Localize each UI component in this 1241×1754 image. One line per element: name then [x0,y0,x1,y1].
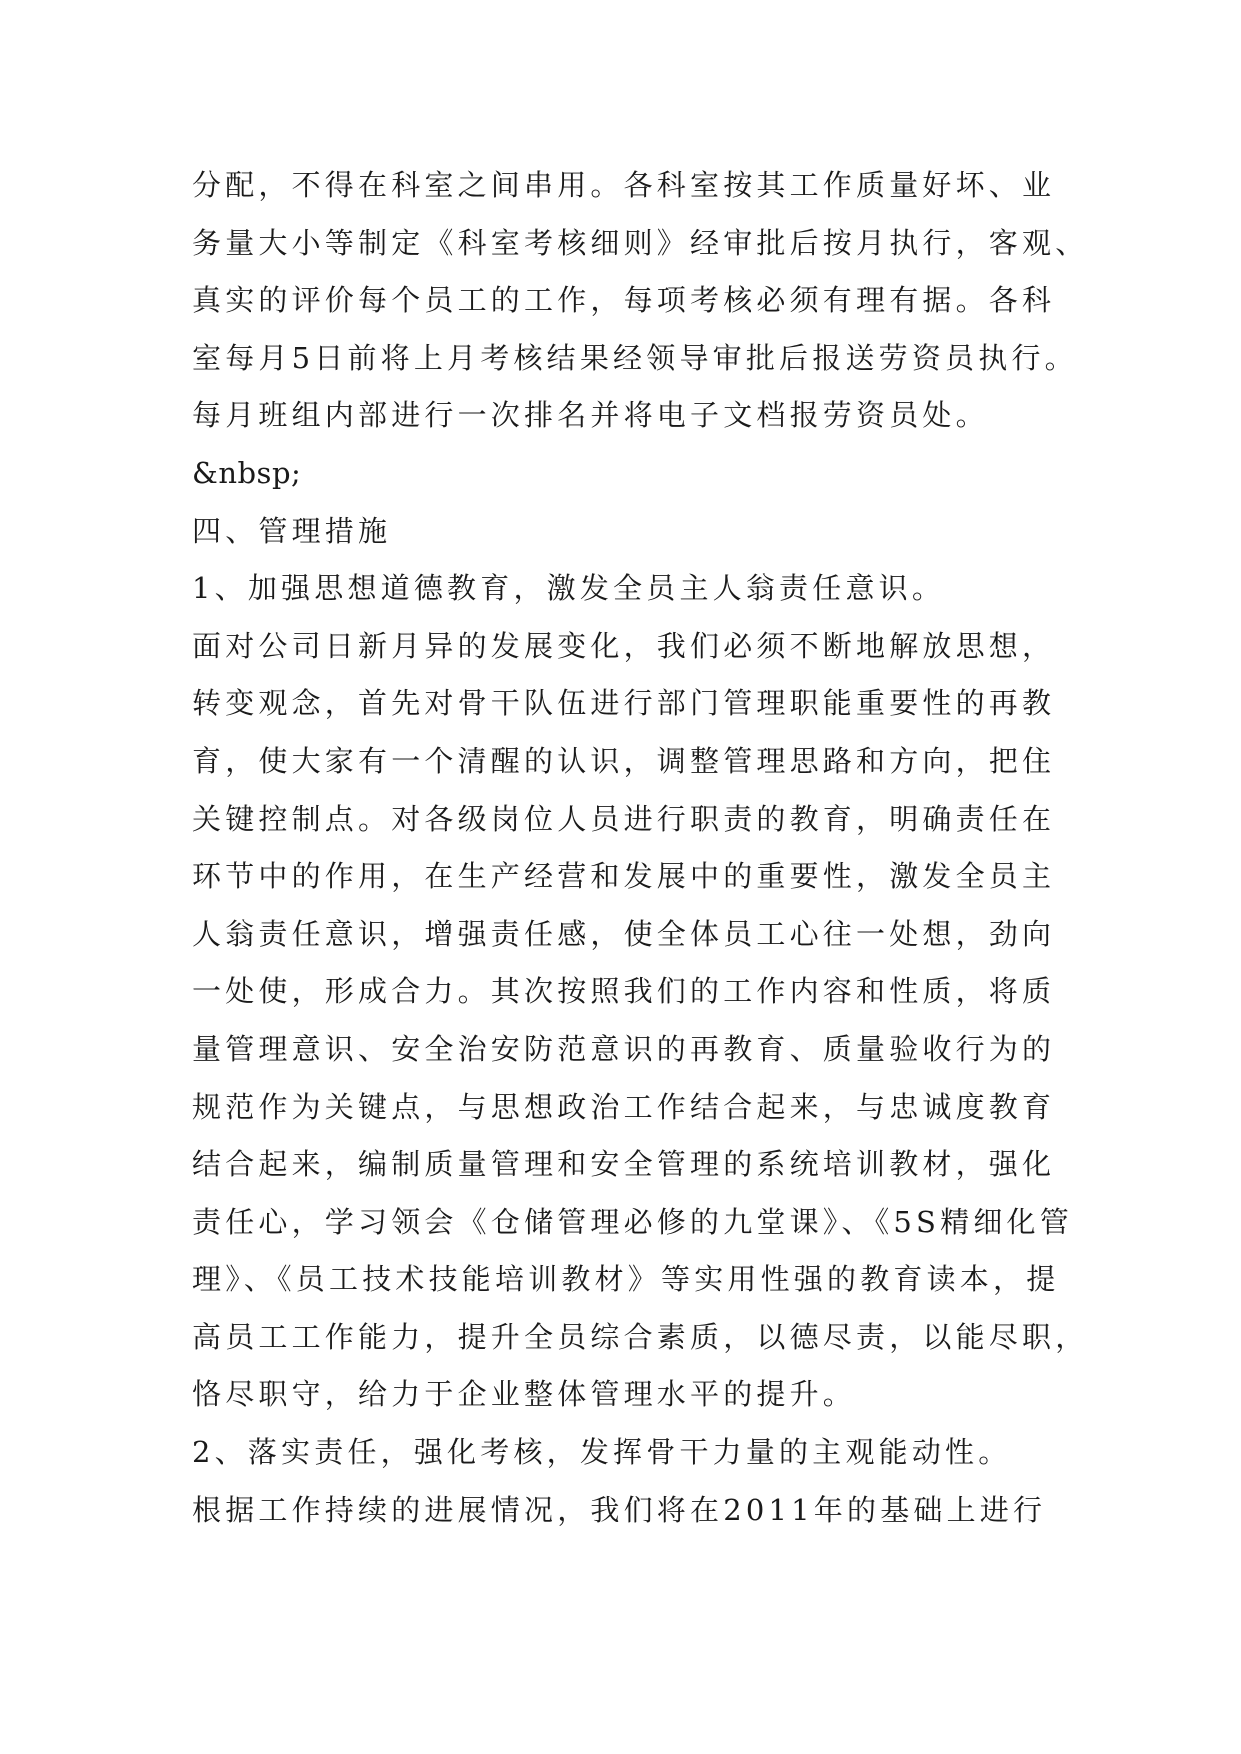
text-line: 根据工作持续的进展情况，我们将在2011年的基础上进行 [192,1492,1047,1527]
text-line: 转变观念，首先对骨干队伍进行部门管理职能重要性的再教 [192,686,1056,721]
text-line: 室每月5日前将上月考核结果经领导审批后报送劳资员执行。 [192,340,1078,375]
text-line: 务量大小等制定《科室考核细则》经审批后按月执行，客观、 [192,225,1089,260]
text-line: 一处使，形成合力。其次按照我们的工作内容和性质，将质 [192,974,1056,1009]
text-line: 责任心，学习领会《仓储管理必修的九堂课》、《5S精细化管 [192,1204,1073,1239]
subheading: 1、加强思想道德教育，激发全员主人翁责任意识。 [192,571,946,606]
text-line: 人翁责任意识，增强责任感，使全体员工心往一处想，劲向 [192,916,1056,951]
text-line: 分配，不得在科室之间串用。各科室按其工作质量好坏、业 [192,168,1056,202]
text-line: 关键控制点。对各级岗位人员进行职责的教育，明确责任在 [192,801,1056,836]
text-line: 量管理意识、安全治安防范意识的再教育、质量验收行为的 [192,1031,1056,1066]
text-line: 理》、《员工技术技能培训教材》等实用性强的教育读本，提 [192,1262,1060,1297]
text-line: 高员工工作能力，提升全员综合素质，以德尽责，以能尽职， [192,1319,1089,1354]
text-line: 育，使大家有一个清醒的认识，调整管理思路和方向，把住 [192,743,1056,778]
text-line: 每月班组内部进行一次排名并将电子文档报劳资员处。 [192,398,989,433]
subheading: 2、落实责任，强化考核，发挥骨干力量的主观能动性。 [192,1435,1012,1470]
section-heading: 四、管理措施 [192,513,392,548]
text-line: 规范作为关键点，与思想政治工作结合起来，与忠诚度教育 [192,1089,1056,1124]
text-line: 恪尽职守，给力于企业整体管理水平的提升。 [192,1377,857,1412]
text-line: 结合起来，编制质量管理和安全管理的系统培训教材，强化 [192,1147,1056,1182]
text-line: 面对公司日新月异的发展变化，我们必须不断地解放思想， [192,628,1056,663]
text-line: 真实的评价每个员工的工作，每项考核必须有理有据。各科 [192,283,1056,318]
body-text [192,157,1089,1539]
text-line: 环节中的作用，在生产经营和发展中的重要性，激发全员主 [192,859,1056,894]
text-line-nbsp: &nbsp; [192,455,302,490]
